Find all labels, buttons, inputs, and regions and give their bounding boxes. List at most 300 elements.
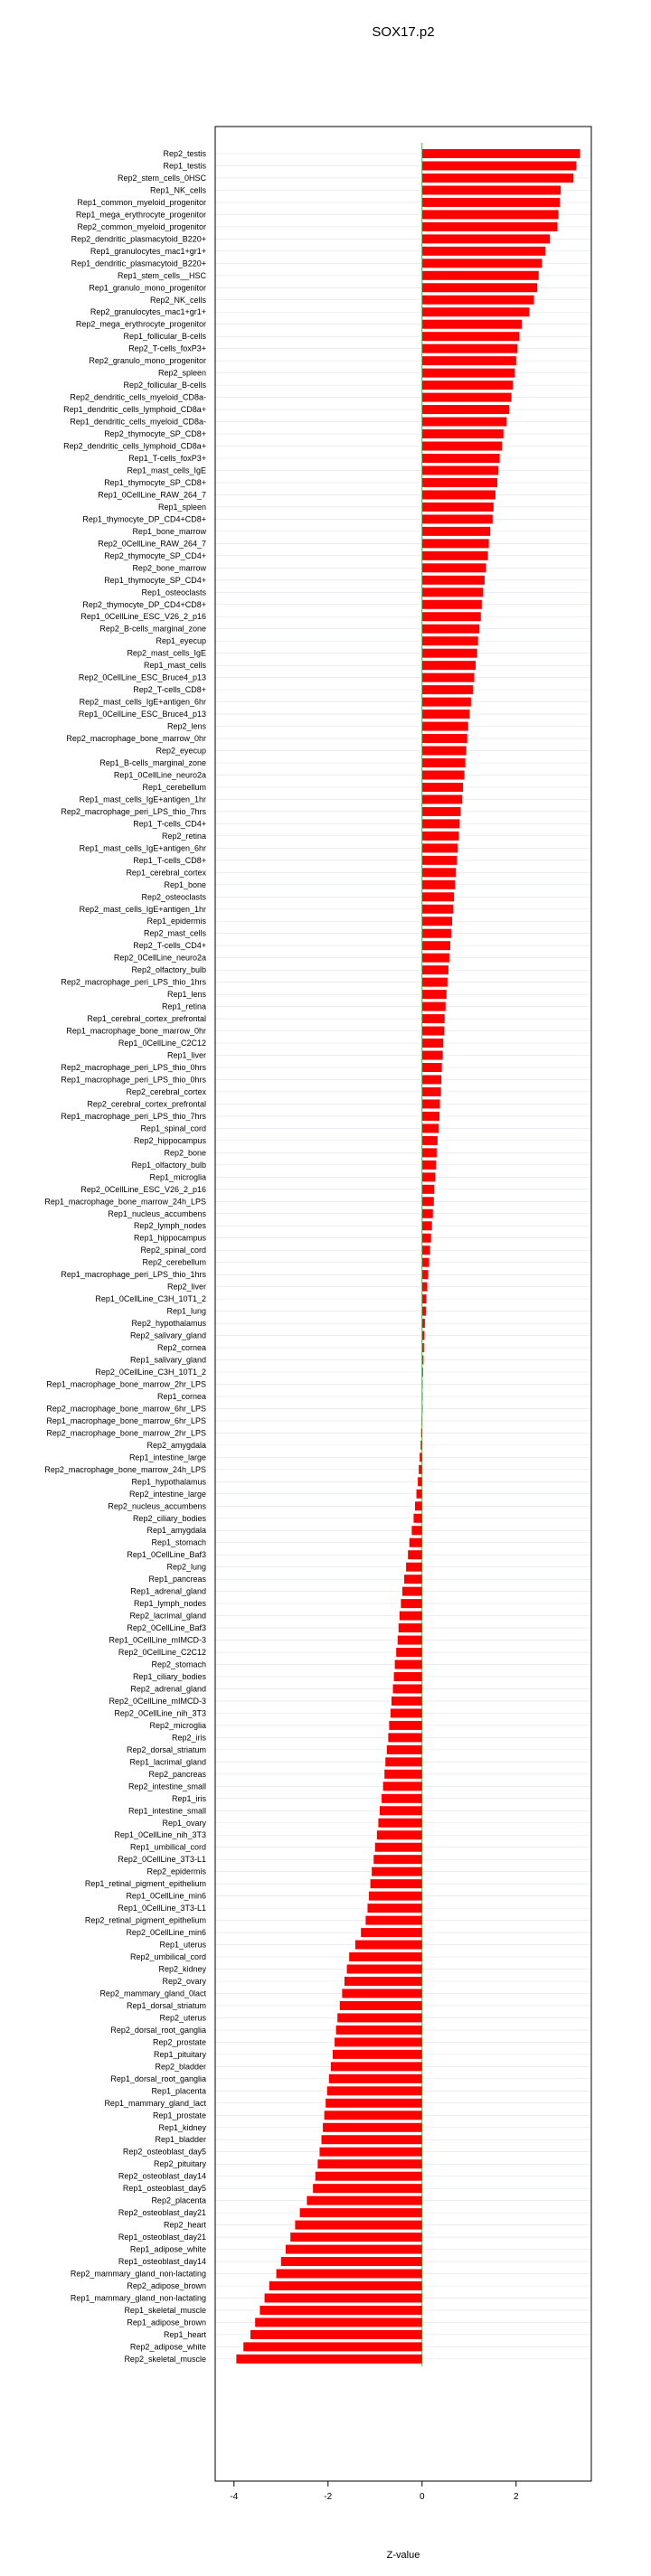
category-label: Rep1_mammary_gland_non-lactating [70,2293,206,2303]
category-label: Rep1_cornea [156,1391,206,1401]
category-label: Rep2_0CellLine_3T3-L1 [118,1855,206,1865]
bar [422,917,452,926]
category-label: Rep2_hypothalamus [131,1319,206,1329]
bar [422,454,500,463]
bar [422,941,450,950]
bar [422,222,558,231]
bar [422,234,550,243]
bar [422,320,522,329]
category-label: Rep1_macrophage_peri_LPS_thio_1hrs [61,1270,206,1280]
category-label: Rep1_0CellLine_ESC_Bruce4_p13 [78,710,206,719]
category-label: Rep2_eyecup [156,746,206,756]
bar [422,990,447,999]
category-label: Rep1_0CellLine_RAW_264_7 [98,490,206,500]
bar [422,1258,429,1267]
category-label: Rep2_cornea [156,1343,206,1353]
bar [349,1952,422,1961]
category-label: Rep2_osteoclasts [141,892,206,902]
category-label: Rep1_mammary_gland_lact [104,2098,206,2108]
bar [422,770,465,779]
bar [402,1587,422,1596]
category-label: Rep1_follicular_B-cells [123,332,206,342]
category-label: Rep2_0CellLine_C2C12 [118,1648,206,1658]
bar [422,442,502,451]
category-label: Rep2_0CellLine_C3H_10T1_2 [95,1368,206,1377]
category-label: Rep1_eyecup [156,636,206,646]
category-label: Rep1_adipose_brown [127,2317,206,2327]
category-label: Rep2_heart [163,2220,206,2230]
bar [422,1148,437,1157]
category-label: Rep2_adipose_white [129,2342,206,2352]
bar [422,465,498,475]
bar [408,1550,422,1559]
category-label: Rep2_epidermis [146,1866,206,1876]
category-label: Rep2_0CellLine_Baf3 [127,1623,206,1633]
bar [422,783,463,792]
bar [422,868,456,877]
category-label: Rep2_common_myeloid_progenitor [77,221,206,231]
category-label: Rep2_mammary_gland_0lact [99,1988,206,1998]
bar [422,807,461,816]
category-label: Rep2_stomach [151,1659,206,1669]
bar [422,503,494,512]
bar [422,1039,443,1048]
bar [422,612,481,621]
category-label: Rep2_0CellLine_ESC_V26_2_p16 [80,1184,206,1194]
bar [422,588,484,597]
category-label: Rep1_hippocampus [133,1233,206,1243]
bar [387,1745,422,1754]
bar [378,1819,421,1828]
category-label: Rep2_0CellLine_neuro2a [113,953,206,963]
category-label: Rep1_thymocyte_DP_CD4+CD8+ [82,514,206,524]
bar [413,1514,421,1523]
chart-title: SOX17.p2 [372,24,435,40]
category-label: Rep1_kidney [158,2122,206,2132]
category-label: Rep1_0CellLine_ESC_V26_2_p16 [80,612,206,622]
bar [372,1867,422,1876]
category-label: Rep2_lymph_nodes [133,1221,206,1231]
bar [317,2159,421,2168]
bar [422,1002,446,1011]
category-label: Rep1_skeletal_muscle [124,2305,206,2315]
category-label: Rep1_uterus [159,1940,206,1950]
category-label: Rep1_placenta [151,2086,206,2096]
category-label: Rep1_lung [166,1306,206,1316]
category-label: Rep2_bladder [155,2062,206,2072]
category-label: Rep1_thymocyte_SP_CD4+ [104,575,206,585]
category-label: Rep2_dorsal_striatum [126,1744,206,1754]
bar [327,2086,422,2095]
category-label: Rep1_T-cells_CD4+ [133,819,206,829]
category-label: Rep1_granulo_mono_progenitor [89,283,206,293]
bar [422,478,497,487]
category-label: Rep1_macrophage_bone_marrow_6hr_LPS [46,1415,206,1425]
bar [422,514,493,523]
category-label: Rep2_granulocytes_mac1+gr1+ [90,307,206,317]
category-label: Rep1_dendritic_cells_myeloid_CD8a- [70,417,206,427]
bar [410,1538,422,1547]
bar [307,2196,421,2205]
bar [422,1014,445,1023]
bar [422,1246,430,1255]
x-tick-label: 2 [514,2492,519,2502]
category-label: Rep2_uterus [159,2013,206,2023]
x-tick-label: -4 [230,2492,239,2502]
bar [422,1123,439,1133]
bar [422,954,449,963]
bar [422,490,495,499]
category-label: Rep1_granulocytes_mac1+gr1+ [90,246,206,256]
bar [422,1051,443,1060]
bar [422,1075,441,1084]
bar [422,1209,433,1218]
bar [422,685,473,694]
category-label: Rep2_thymocyte_SP_CD8+ [104,429,206,439]
category-label: Rep1_osteoclasts [141,588,206,597]
category-label: Rep2_liver [166,1282,206,1292]
bar [418,1477,422,1486]
category-label: Rep1_umbilical_cord [129,1842,206,1852]
category-label: Rep1_mast_cells_IgE+antigen_6hr [79,843,206,853]
bar [422,307,530,316]
category-label: Rep1_NK_cells [149,185,206,195]
bar [422,1283,428,1292]
category-label: Rep1_salivary_gland [129,1355,206,1365]
category-label: Rep1_spleen [157,502,206,512]
bar [236,2355,421,2364]
bar-series [236,149,580,2364]
category-label: Rep1_bladder [155,2135,206,2145]
category-label: Rep2_cerebellum [142,1257,206,1267]
category-label: Rep1_bone [164,879,206,889]
bar [259,2306,421,2315]
bar [377,1830,422,1839]
bar [316,2172,422,2181]
bar [286,2245,422,2254]
bar [385,1757,422,1766]
category-label: Rep2_0CellLine_ESC_Bruce4_p13 [78,672,206,682]
category-label: Rep2_spleen [157,368,206,378]
category-label: Rep2_macrophage_bone_marrow_6hr_LPS [46,1404,206,1414]
category-label: Rep2_T-cells_foxP3+ [128,343,206,353]
category-label: Rep1_pituitary [153,2049,206,2059]
category-label: Rep1_mega_erythrocyte_progenitor [75,210,206,220]
category-label: Rep2_testis [163,149,206,158]
bar [422,405,509,414]
x-axis [230,2481,519,2502]
bar [347,1965,422,1974]
category-label: Rep1_lymph_nodes [133,1599,206,1609]
category-label: Rep2_intestine_large [128,1489,206,1499]
category-label: Rep1_osteoblast_day5 [122,2184,206,2194]
category-label: Rep1_osteoblast_day21 [118,2233,206,2242]
bar [392,1697,422,1706]
category-label: Rep1_macrophage_peri_LPS_thio_0hrs [61,1075,206,1085]
bar [422,356,516,365]
bar [325,2111,422,2120]
bar [422,892,454,901]
category-label: Rep1_stem_cells__HSC [117,270,206,280]
x-tick-label: 0 [420,2492,425,2502]
category-label: Rep2_0CellLine_min6 [126,1928,206,1938]
category-label: Rep1_amygdala [146,1526,206,1536]
bar [411,1526,421,1535]
category-label: Rep1_T-cells_CD8+ [133,855,206,865]
category-label: Rep1_0CellLine_nih_3T3 [114,1830,206,1840]
category-label: Rep2_bone [164,1148,206,1158]
bar [422,734,467,743]
category-label: Rep2_cerebral_cortex_prefrontal [87,1099,206,1109]
bar [422,1221,432,1230]
bar [422,1027,444,1036]
category-label: Rep2_stem_cells_0HSC [117,173,206,183]
bar [382,1794,422,1803]
bar [394,1672,422,1681]
bar [422,1270,429,1279]
category-label: Rep2_pituitary [153,2159,206,2169]
bar [388,1733,421,1742]
bar [243,2342,422,2351]
bar [417,1490,422,1499]
category-label: Rep1_lens [166,990,206,1000]
bar [422,185,561,194]
category-label: Rep1_T-cells_foxP3+ [128,454,206,463]
bar [422,149,580,158]
category-label: Rep2_salivary_gland [129,1330,206,1340]
x-tick-label: -2 [324,2492,333,2502]
category-label: Rep1_0CellLine_neuro2a [113,770,206,780]
bar [415,1501,422,1510]
category-label: Rep1_0CellLine_C3H_10T1_2 [95,1294,206,1304]
category-label: Rep1_cerebellum [142,782,206,792]
category-label: Rep2_mast_cells [143,928,206,938]
category-label: Rep1_mast_cells_IgE [127,465,206,475]
category-label: Rep1_mast_cells_IgE+antigen_1hr [79,794,206,804]
category-label: Rep1_macrophage_peri_LPS_thio_7hrs [61,1111,206,1121]
category-label: Rep2_NK_cells [149,295,206,305]
bar [406,1563,422,1572]
bar [391,1708,422,1717]
bar [371,1879,422,1888]
bar [269,2281,422,2290]
category-label: Rep2_amygdala [146,1440,206,1450]
bar [323,2123,422,2132]
bar [422,271,539,280]
bar [300,2208,422,2217]
category-label: Rep2_placenta [151,2195,206,2205]
bar [422,527,490,536]
bar [389,1721,421,1730]
bar [422,551,488,560]
category-label: Rep1_spinal_cord [140,1123,206,1133]
bar [422,1063,442,1072]
bar [422,673,475,682]
bar [398,1636,422,1645]
category-label: Rep1_cerebral_cortex [126,868,206,878]
bar [326,2099,422,2108]
bar [422,794,462,804]
category-label: Rep1_iris [171,1793,206,1803]
category-label: Rep2_dendritic_plasmacytoid_B220+ [71,234,206,244]
category-label: Rep1_dorsal_striatum [126,2000,206,2010]
category-label: Rep2_lacrimal_gland [129,1611,206,1621]
category-label: Rep2_macrophage_peri_LPS_thio_0hrs [61,1063,206,1072]
category-label: Rep2_granulo_mono_progenitor [89,356,206,366]
bar [322,2135,422,2144]
bar [373,1855,422,1864]
category-label: Rep2_0CellLine_nih_3T3 [114,1708,206,1718]
bar [422,296,534,305]
category-label: Rep2_macrophage_bone_marrow_0hr [66,734,206,744]
bar [422,429,504,438]
bar [422,1319,425,1328]
category-label: Rep2_thymocyte_SP_CD4+ [104,550,206,560]
bar [250,2330,422,2339]
category-label: Rep1_testis [163,161,206,171]
category-label: Rep2_dorsal_root_ganglia [110,2025,206,2035]
bar [422,965,448,974]
bar [419,1465,422,1474]
category-label: Rep2_retina [161,831,206,841]
bar [422,1112,439,1121]
category-label: Rep1_ovary [162,1818,206,1828]
category-label: Rep2_lung [166,1562,206,1572]
bar [422,539,489,548]
bar [340,2001,422,2010]
bar [342,1988,421,1998]
category-label: Rep2_mast_cells_IgE [127,648,206,658]
category-label: Rep1_macrophage_bone_marrow_0hr [66,1026,206,1036]
category-label: Rep2_mammary_gland_non-lactating [70,2269,206,2279]
category-label: Rep1_adrenal_gland [130,1586,206,1596]
category-label: Rep1_osteoblast_day14 [118,2257,206,2267]
category-label: Rep1_0CellLine_C2C12 [118,1039,206,1048]
bar [422,625,479,634]
bar [333,2050,422,2059]
bar [396,1648,422,1657]
category-label: Rep1_cerebral_cortex_prefrontal [87,1014,206,1024]
category-label: Rep1_B-cells_marginal_zone [99,758,206,767]
bar [380,1806,422,1815]
bar [369,1892,422,1901]
bar [422,174,573,183]
bar [422,381,513,390]
category-label: Rep2_osteoblast_day21 [118,2208,206,2218]
bar [422,843,458,852]
category-label: Rep2_dendritic_cells_lymphoid_CD8a+ [63,441,206,451]
category-label: Rep1_hypothalamus [131,1477,206,1487]
bar [422,1294,427,1303]
category-label: Rep1_retinal_pigment_epithelium [84,1879,206,1889]
category-label: Rep2_ciliary_bodies [132,1513,206,1523]
category-label: Rep1_heart [163,2329,206,2339]
category-label: Rep2_pancreas [148,1769,206,1779]
category-label: Rep2_0CellLine_mIMCD-3 [108,1696,206,1706]
bar [422,369,514,378]
bar [422,161,577,170]
category-label: Rep1_stomach [151,1537,206,1547]
bar [383,1782,422,1791]
category-label: Rep2_kidney [158,1964,206,1974]
bar [384,1770,422,1779]
category-label: Rep2_adrenal_gland [130,1684,206,1694]
category-label: Rep2_T-cells_CD4+ [133,941,206,951]
category-label: Rep2_lens [166,721,206,731]
category-label: Rep1_0CellLine_3T3-L1 [118,1904,206,1913]
category-label: Rep1_intestine_large [128,1453,206,1462]
category-label: Rep2_skeletal_muscle [124,2354,206,2364]
category-label: Rep1_mast_cells [143,661,206,671]
bar [319,2148,421,2157]
bar [367,1904,421,1913]
bar [422,978,448,987]
bar [422,880,455,889]
category-label: Rep2_olfactory_bulb [131,965,206,975]
bar [422,259,542,268]
category-label: Rep2_adipose_brown [127,2281,206,2290]
category-label: Rep1_common_myeloid_progenitor [77,197,206,207]
category-label: Rep2_dendritic_cells_myeloid_CD8a- [70,392,206,402]
bar [422,418,507,427]
bar [422,283,537,292]
bar [422,710,470,719]
category-label: Rep2_thymocyte_DP_CD4+CD8+ [82,599,206,609]
category-label: Rep2_macrophage_peri_LPS_thio_1hrs [61,977,206,987]
category-label: Rep1_ciliary_bodies [132,1672,206,1681]
category-label: Rep2_nucleus_accumbens [108,1501,206,1511]
bar [422,819,460,828]
category-label: Rep1_0CellLine_Baf3 [127,1550,206,1560]
category-label: Rep2_intestine_small [127,1782,206,1791]
category-label: Rep2_umbilical_cord [129,1952,206,1962]
bar [422,393,512,402]
category-label: Rep2_mast_cells_IgE+antigen_1hr [79,904,206,914]
bar [375,1843,422,1852]
category-label: Rep1_prostate [152,2111,206,2120]
bar [344,1977,422,1986]
category-label: Rep2_cerebral_cortex [126,1086,206,1096]
bar [422,344,518,353]
category-label: Rep1_intestine_small [127,1806,206,1816]
category-label: Rep1_nucleus_accumbens [108,1208,206,1218]
category-label: Rep2_mast_cells_IgE+antigen_6hr [79,697,206,707]
category-label: Rep1_bone_marrow [132,526,206,536]
category-label: Rep1_0CellLine_mIMCD-3 [108,1635,206,1645]
bar [422,576,485,585]
category-label: Rep1_epidermis [146,917,206,926]
category-labels [44,149,206,2364]
category-label: Rep1_dendritic_plasmacytoid_B220+ [71,259,206,268]
bar [422,1099,440,1108]
bar [422,832,459,841]
bar [422,905,453,914]
bar [422,649,477,658]
bar [422,1185,435,1194]
bar [393,1684,422,1693]
bar [329,2074,422,2083]
category-label: Rep2_iris [171,1733,206,1743]
category-label: Rep2_macrophage_bone_marrow_24h_LPS [44,1464,206,1474]
x-axis-label: Z-value [386,2550,420,2561]
bar [422,1172,436,1181]
bar [290,2233,422,2242]
bar [335,2037,422,2046]
bar [422,1087,441,1096]
bar [401,1599,421,1608]
bar [399,1623,422,1632]
bar [422,661,476,670]
